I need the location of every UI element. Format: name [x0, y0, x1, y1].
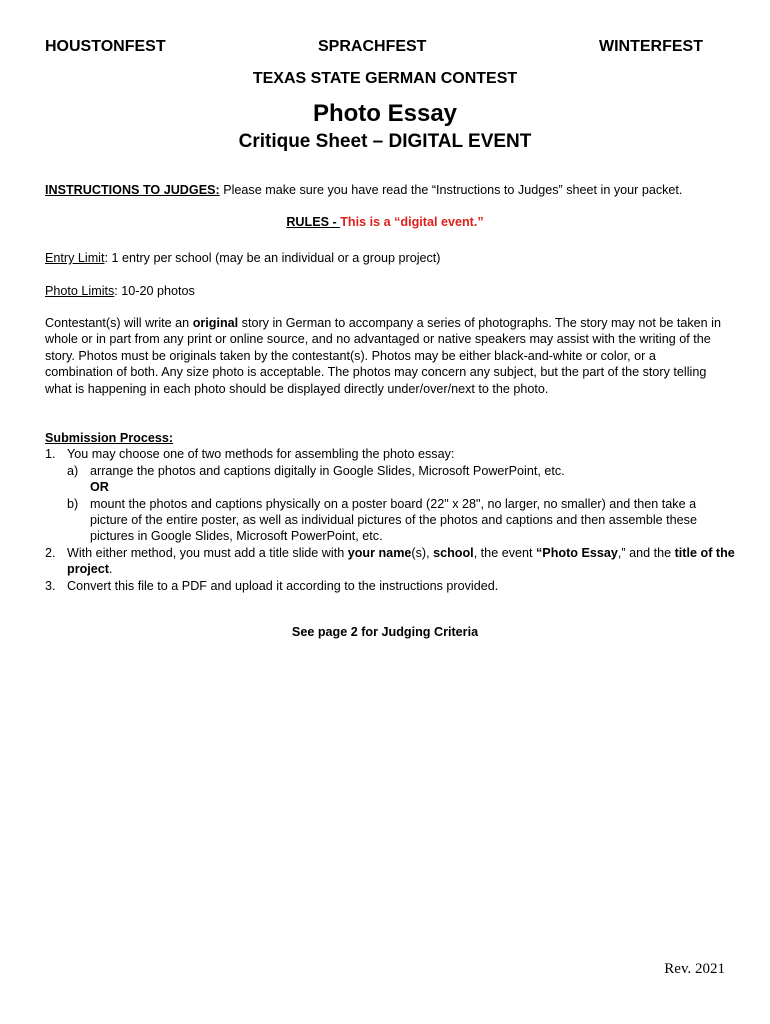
- submission-or: OR: [90, 480, 109, 495]
- rules-line: [0, 214, 770, 230]
- item2-text: , the event: [473, 545, 536, 560]
- entry-limit-text: : 1 entry per school (may be an individual or a group project): [104, 251, 441, 265]
- submission-item-1a: [45, 463, 735, 479]
- rules-dash: -: [332, 215, 341, 229]
- list-letter: a): [67, 463, 79, 478]
- photo-limits-label: Photo Limits: [45, 284, 115, 298]
- submission-item-1: [45, 446, 735, 462]
- item2-text: ,” and the: [617, 545, 675, 560]
- see-page-2-note: See page 2 for Judging Criteria: [291, 625, 479, 639]
- item2-school: school: [433, 545, 474, 560]
- submission-item-3-text: Convert this file to a PDF and upload it according to the instructions provided.: [67, 578, 499, 593]
- item2-title: title of the project: [67, 545, 735, 577]
- contestant-paragraph: [45, 315, 721, 397]
- contestant-text-bold: original: [192, 316, 239, 330]
- revision-label: Rev. 2021: [664, 961, 725, 977]
- submission-item-1b: [45, 496, 735, 545]
- contestant-text-post: story in German to accompany a series of photographs. The story may not be taken in whole or in part from any print or online source, and no advantaged or native speakers may assist with the writing of the story. Photos must be originals taken by the contestant(s). Photos may be either black-and-white or color, or a combination of both. Any size photo is acceptable. The photos may concern any subject, but the part of the story telling what is happening in each photo should be displayed directly under/over/next to the photo.: [45, 316, 721, 396]
- page-title: Photo Essay: [312, 100, 458, 127]
- photo-limits-text: : 10-20 photos: [114, 284, 195, 298]
- entry-limit: [45, 250, 725, 266]
- submission-heading: Submission Process:: [45, 431, 174, 445]
- submission-item-1-text: You may choose one of two methods for assembling the photo essay:: [67, 447, 455, 462]
- list-number: 1.: [45, 447, 56, 462]
- submission-item-1a-text: arrange the photos and captions digitally in Google Slides, Microsoft PowerPoint, etc.: [90, 463, 565, 478]
- judge-instructions-text: Please make sure you have read the “Instructions to Judges” sheet in your packet.: [219, 183, 683, 197]
- rules-label: RULES: [286, 215, 333, 229]
- contest-name: TEXAS STATE GERMAN CONTEST: [252, 70, 518, 87]
- judge-instructions-label: INSTRUCTIONS TO JUDGES:: [45, 183, 220, 197]
- rules-text: This is a “digital event.”: [340, 215, 484, 229]
- contestant-text-pre: Contestant(s) will write an: [45, 316, 193, 330]
- event-houstonfest: HOUSTONFEST: [45, 38, 166, 55]
- submission-item-2: [45, 545, 735, 578]
- submission-item-1b-text: mount the photos and captions physically on a poster board (22" x 28", no larger, no smaller) and then take a picture of the entire poster, as well as individual pictures of the photos and captions and then assemble these pictures in Google Slides, Microsoft PowerPoint, etc.: [90, 496, 697, 544]
- submission-item-3: [45, 578, 735, 594]
- list-number: 3.: [45, 578, 56, 593]
- photo-limits: [45, 283, 725, 299]
- item2-your-name: your name: [347, 545, 412, 560]
- event-sprachfest: SPRACHFEST: [318, 38, 427, 55]
- item2-text: With either method, you must add a title slide with: [67, 545, 348, 560]
- judge-instructions: [45, 182, 735, 198]
- entry-limit-label: Entry Limit: [45, 251, 105, 265]
- list-number: 2.: [45, 545, 56, 560]
- page-subtitle: Critique Sheet – DIGITAL EVENT: [238, 131, 532, 152]
- item2-text: (s),: [411, 545, 434, 560]
- submission-process: [45, 430, 735, 594]
- item2-text: .: [109, 562, 113, 577]
- list-letter: b): [67, 496, 79, 511]
- item2-event: “Photo Essay: [536, 545, 618, 560]
- event-winterfest: WINTERFEST: [599, 38, 703, 55]
